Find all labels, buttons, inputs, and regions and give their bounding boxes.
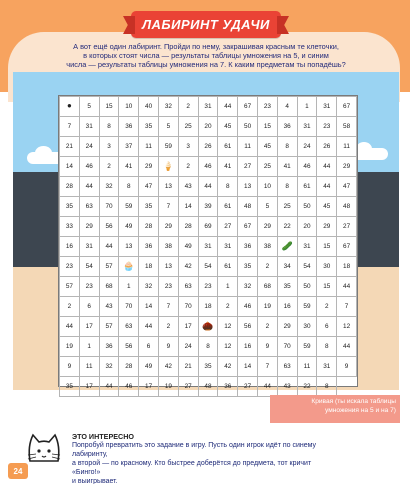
maze-cell[interactable]: 20 [297,217,317,237]
maze-cell[interactable]: 23 [60,257,80,277]
maze-cell[interactable]: 15 [317,237,337,257]
maze-cell[interactable]: 7 [337,297,357,317]
maze-cell[interactable]: 17 [178,317,198,337]
maze-cell[interactable]: 44 [60,317,80,337]
maze-cell[interactable]: 29 [277,317,297,337]
maze-cell[interactable]: 68 [99,277,119,297]
maze-row [60,257,357,277]
maze-cell[interactable]: 32 [158,97,178,117]
maze-cell[interactable]: 28 [178,217,198,237]
maze-cell[interactable]: 18 [198,297,218,317]
maze-cell[interactable]: 18 [139,257,159,277]
maze-row [60,337,357,357]
maze-cell[interactable]: 28 [139,217,159,237]
maze-cell[interactable]: 34 [277,257,297,277]
ice-cream-icon: 🍦 [162,161,174,172]
maze-cell[interactable]: 57 [99,257,119,277]
maze-cell[interactable]: 22 [277,217,297,237]
maze-cell-cucumber-icon[interactable] [277,237,297,257]
maze-cell[interactable]: 2 [257,257,277,277]
maze-cell[interactable]: 54 [297,257,317,277]
maze-cell[interactable]: 46 [238,297,258,317]
maze-cell[interactable]: 29 [139,157,159,177]
maze-cell[interactable]: 58 [337,117,357,137]
maze-cell[interactable]: 5 [79,97,99,117]
maze-cell[interactable]: 35 [60,197,80,217]
maze-cell[interactable]: 36 [238,237,258,257]
maze-cell[interactable]: 44 [139,317,159,337]
maze-cell[interactable]: 8 [317,337,337,357]
maze-cell[interactable]: 9 [158,337,178,357]
maze-cell[interactable]: 2 [60,297,80,317]
maze-cell[interactable]: 31 [297,237,317,257]
maze-cell[interactable]: 61 [218,137,238,157]
maze-cell[interactable]: 59 [119,197,139,217]
maze-cell[interactable]: 10 [257,177,277,197]
maze-cell[interactable]: 9 [337,357,357,377]
maze-cell[interactable]: 7 [257,357,277,377]
acorn-icon: 🌰 [202,321,214,332]
maze-cell[interactable]: 63 [277,357,297,377]
maze-cell[interactable]: 7 [60,117,80,137]
maze-cell[interactable]: 14 [139,297,159,317]
maze-row [60,177,357,197]
maze-cell[interactable]: 25 [257,157,277,177]
maze-cell[interactable]: 44 [218,97,238,117]
maze-cell[interactable]: 47 [337,177,357,197]
cat-icon [24,431,64,467]
maze-cell[interactable]: 31 [79,237,99,257]
maze-cell[interactable]: 56 [238,317,258,337]
maze-cell[interactable]: 57 [60,277,80,297]
start-dot-icon: ● [66,101,72,111]
maze-cell[interactable]: 1 [79,337,99,357]
maze-cell[interactable]: 67 [238,217,258,237]
maze-cell[interactable]: 36 [139,237,159,257]
maze-cell[interactable]: 31 [79,117,99,137]
maze-cell[interactable]: 5 [257,197,277,217]
maze-cell[interactable]: 33 [60,217,80,237]
maze-cell[interactable]: 12 [218,337,238,357]
maze-cell[interactable]: 31 [218,237,238,257]
maze-cell[interactable]: 24 [297,137,317,157]
maze-cell[interactable]: 19 [158,377,178,397]
maze-cell[interactable]: 2 [218,297,238,317]
maze-cell[interactable]: 11 [238,137,258,157]
maze-cell[interactable]: 44 [257,377,277,397]
page-number: 24 [8,463,28,479]
maze-row [60,237,357,257]
maze-row [60,117,357,137]
maze-cell-ice-cream-icon[interactable] [158,157,178,177]
maze-cell[interactable]: 50 [297,197,317,217]
maze-cell[interactable]: 46 [297,157,317,177]
maze-cell[interactable]: 8 [99,117,119,137]
maze-cell[interactable]: 17 [139,377,159,397]
maze-cell[interactable]: 45 [317,197,337,217]
page-title-banner [131,11,281,38]
maze-cell[interactable]: 26 [198,137,218,157]
maze-cell[interactable]: 35 [238,257,258,277]
maze-cell[interactable]: 48 [198,377,218,397]
maze-cell[interactable]: 26 [317,137,337,157]
maze-cell[interactable]: 61 [297,177,317,197]
maze-cell[interactable]: 27 [178,377,198,397]
maze-cell[interactable]: 35 [139,197,159,217]
maze-row [60,97,357,117]
maze-cell[interactable]: 4 [277,97,297,117]
maze-cell[interactable]: 44 [317,177,337,197]
maze-cell[interactable]: 49 [139,357,159,377]
tip-title: ЭТО ИНТЕРЕСНО [72,432,135,441]
maze-cell[interactable]: 7 [158,197,178,217]
maze-cell[interactable]: 23 [257,97,277,117]
maze-cell[interactable]: 43 [99,297,119,317]
maze-cell[interactable]: 57 [99,317,119,337]
maze-row [60,277,357,297]
maze-cell[interactable]: 24 [79,137,99,157]
intro-text: А вот ещё один лабиринт. Пройди по нему, закрашивая красным те клеточки, в которых стоят числа — результаты таблицы умножения на 5, и синим числа — результаты таблицы умножения на 7. К каким предметам ты попадёшь? [66,42,346,70]
maze-cell[interactable]: 70 [99,197,119,217]
maze-cell[interactable]: 15 [317,277,337,297]
maze-cell-acorn-icon[interactable] [198,317,218,337]
maze-cell[interactable]: 28 [119,357,139,377]
maze-cell[interactable]: 27 [218,217,238,237]
maze-cell[interactable]: 9 [257,337,277,357]
maze-cell[interactable]: 11 [79,357,99,377]
maze-cell[interactable]: 18 [337,257,357,277]
maze-cell[interactable]: 31 [198,97,218,117]
maze-cell[interactable]: 59 [297,337,317,357]
maze-cell[interactable]: 68 [257,277,277,297]
maze-cell[interactable]: 63 [119,317,139,337]
maze-cell[interactable]: 20 [198,117,218,137]
maze-cell[interactable]: 36 [99,337,119,357]
maze-cell[interactable]: 10 [119,97,139,117]
maze-cell[interactable]: 29 [317,217,337,237]
maze-cell[interactable]: 8 [317,377,337,397]
maze-cell[interactable]: 44 [337,277,357,297]
maze-cell[interactable]: 25 [178,117,198,137]
maze-cell[interactable]: 70 [277,337,297,357]
maze-cell[interactable]: 42 [158,357,178,377]
maze-row [60,357,357,377]
maze-cell[interactable]: 31 [297,117,317,137]
maze-cell-cupcake-icon[interactable] [119,257,139,277]
maze-cell[interactable]: 67 [337,97,357,117]
maze-cell[interactable]: 6 [139,337,159,357]
maze-cell[interactable]: 8 [277,137,297,157]
maze-cell[interactable]: 44 [99,377,119,397]
maze-cell[interactable]: 29 [158,217,178,237]
maze-cell[interactable]: 31 [198,237,218,257]
maze-cell[interactable]: 30 [297,317,317,337]
maze-cell[interactable]: 8 [198,337,218,357]
maze-cell[interactable]: 6 [79,297,99,317]
maze-row [60,317,357,337]
maze-cell[interactable]: 49 [119,217,139,237]
maze-cell[interactable]: 38 [257,237,277,257]
maze-cell[interactable]: 70 [178,297,198,317]
maze-cell[interactable]: 32 [99,177,119,197]
maze-cell[interactable]: 13 [119,237,139,257]
maze-cell[interactable]: 41 [277,157,297,177]
maze-cell[interactable]: 2 [317,297,337,317]
maze-cell[interactable]: 67 [238,97,258,117]
maze-cell[interactable]: 14 [178,197,198,217]
maze-cell[interactable]: 2 [99,157,119,177]
maze-cell[interactable]: 61 [218,197,238,217]
maze-cell[interactable]: 25 [277,197,297,217]
maze-cell[interactable]: 45 [218,117,238,137]
maze-cell[interactable]: 6 [317,317,337,337]
maze-cell[interactable]: 43 [277,377,297,397]
maze-cell[interactable]: 22 [297,377,317,397]
maze-cell[interactable]: 43 [178,177,198,197]
maze-cell[interactable]: 29 [257,217,277,237]
maze-cell[interactable]: 32 [238,277,258,297]
maze-cell-start-dot-icon[interactable] [60,97,80,117]
maze-cell[interactable]: 8 [119,177,139,197]
maze-cell[interactable]: 42 [178,257,198,277]
maze-cell[interactable]: 31 [317,357,337,377]
maze-cell[interactable]: 19 [257,297,277,317]
maze-cell[interactable]: 46 [119,377,139,397]
maze-cell[interactable]: 8 [218,177,238,197]
maze-cell[interactable]: 37 [119,137,139,157]
maze-cell[interactable]: 35 [60,377,80,397]
maze-cell[interactable]: 27 [337,217,357,237]
maze-cell[interactable]: 44 [198,177,218,197]
maze-cell[interactable]: 67 [337,237,357,257]
maze-cell[interactable]: 16 [60,237,80,257]
page-title: ЛАБИРИНТ УДАЧИ [142,17,270,32]
maze-cell[interactable]: 23 [198,277,218,297]
maze-cell[interactable]: 46 [79,157,99,177]
maze-cell[interactable]: 54 [79,257,99,277]
maze-cell[interactable]: 19 [60,337,80,357]
maze-cell[interactable]: 1 [297,97,317,117]
maze-cell[interactable]: 41 [119,157,139,177]
maze-cell[interactable]: 35 [198,357,218,377]
maze-cell[interactable]: 9 [60,357,80,377]
maze-row [60,297,357,317]
maze-row [60,217,357,237]
maze-cell[interactable]: 36 [119,117,139,137]
maze-cell[interactable]: 2 [158,317,178,337]
maze-cell[interactable]: 50 [297,277,317,297]
maze-cell[interactable]: 39 [198,197,218,217]
maze-cell[interactable]: 1 [218,277,238,297]
maze-cell[interactable]: 30 [317,257,337,277]
maze-cell[interactable]: 47 [139,177,159,197]
maze-cell[interactable]: 44 [79,177,99,197]
maze-cell[interactable]: 16 [238,337,258,357]
maze-cell[interactable]: 28 [60,177,80,197]
maze-cell[interactable]: 56 [119,337,139,357]
maze-cell[interactable]: 36 [218,377,238,397]
maze-cell[interactable]: 27 [238,157,258,177]
maze-cell[interactable]: 61 [218,257,238,277]
maze-cell[interactable]: 13 [238,177,258,197]
maze-row [60,137,357,157]
maze-cell[interactable]: 63 [79,197,99,217]
maze-cell[interactable]: 56 [99,217,119,237]
maze-grid [58,95,358,390]
maze-cell[interactable]: 23 [317,117,337,137]
maze-cell[interactable]: 14 [238,357,258,377]
maze-cell[interactable]: 17 [79,317,99,337]
maze-cell[interactable]: 13 [158,257,178,277]
tip-text: Попробуй превратить это задание в игру. Пусть один игрок идёт по синему лабиринту, а второй — по красному. Кто быстрее доберётся до предмета, тот кричит «Бинго!» и выигрывает. [72,442,317,484]
maze-cell[interactable]: 23 [158,277,178,297]
maze-cell[interactable]: 29 [79,217,99,237]
maze-cell[interactable]: 21 [178,357,198,377]
maze-cell[interactable]: 2 [178,97,198,117]
maze-cell[interactable]: 23 [79,277,99,297]
maze-cell[interactable]: 7 [158,297,178,317]
maze-cell[interactable]: 44 [317,157,337,177]
maze-cell[interactable]: 41 [218,157,238,177]
maze-cell[interactable]: 70 [119,297,139,317]
maze-cell[interactable]: 59 [158,137,178,157]
maze-cell[interactable]: 48 [337,197,357,217]
maze-cell[interactable]: 45 [257,137,277,157]
maze-cell[interactable]: 8 [277,177,297,197]
maze-cell[interactable]: 32 [139,277,159,297]
maze-row [60,197,357,217]
maze-cell[interactable]: 35 [139,117,159,137]
maze-cell[interactable]: 40 [139,97,159,117]
maze-cell[interactable]: 44 [99,237,119,257]
maze-cell[interactable]: 17 [79,377,99,397]
maze-cell[interactable]: 27 [238,377,258,397]
maze-cell[interactable]: 1 [119,277,139,297]
cucumber-icon: 🥒 [281,241,293,252]
maze-cell[interactable]: 38 [158,237,178,257]
maze-cell[interactable]: 36 [277,117,297,137]
maze-cell[interactable]: 13 [158,177,178,197]
maze-cell[interactable]: 63 [178,277,198,297]
maze-cell[interactable]: 32 [99,357,119,377]
maze-cell[interactable]: 46 [198,157,218,177]
maze-cell[interactable]: 50 [238,117,258,137]
maze-cell[interactable]: 11 [297,357,317,377]
maze-cell[interactable]: 54 [198,257,218,277]
maze-cell[interactable]: 29 [337,157,357,177]
maze-cell[interactable]: 3 [99,137,119,157]
maze-cell[interactable]: 3 [178,137,198,157]
maze-table [59,96,357,397]
maze-cell[interactable]: 24 [178,337,198,357]
maze-cell[interactable]: 12 [218,317,238,337]
maze-cell[interactable]: 69 [198,217,218,237]
maze-cell[interactable]: 5 [158,117,178,137]
cupcake-icon: 🧁 [123,261,135,272]
answer-note: Кривая (ты искала таблицы умножения на 5 и на 7) [270,395,400,423]
maze-row [60,377,357,397]
maze-row [60,157,357,177]
maze-cell[interactable]: 16 [277,297,297,317]
maze-cell[interactable]: 21 [60,137,80,157]
maze-cell[interactable]: 2 [178,157,198,177]
maze-cell[interactable]: 44 [337,337,357,357]
maze-cell[interactable]: 14 [60,157,80,177]
maze-cell[interactable]: 12 [337,317,357,337]
maze-cell[interactable]: 2 [257,317,277,337]
maze-cell[interactable]: 59 [297,297,317,317]
maze-cell[interactable]: 49 [178,237,198,257]
maze-cell[interactable]: 11 [139,137,159,157]
maze-cell[interactable]: 15 [99,97,119,117]
maze-cell[interactable]: 35 [277,277,297,297]
maze-cell[interactable]: 31 [317,97,337,117]
maze-cell[interactable]: 42 [218,357,238,377]
maze-cell[interactable]: 11 [337,137,357,157]
maze-cell[interactable]: 15 [257,117,277,137]
maze-cell[interactable]: 48 [238,197,258,217]
